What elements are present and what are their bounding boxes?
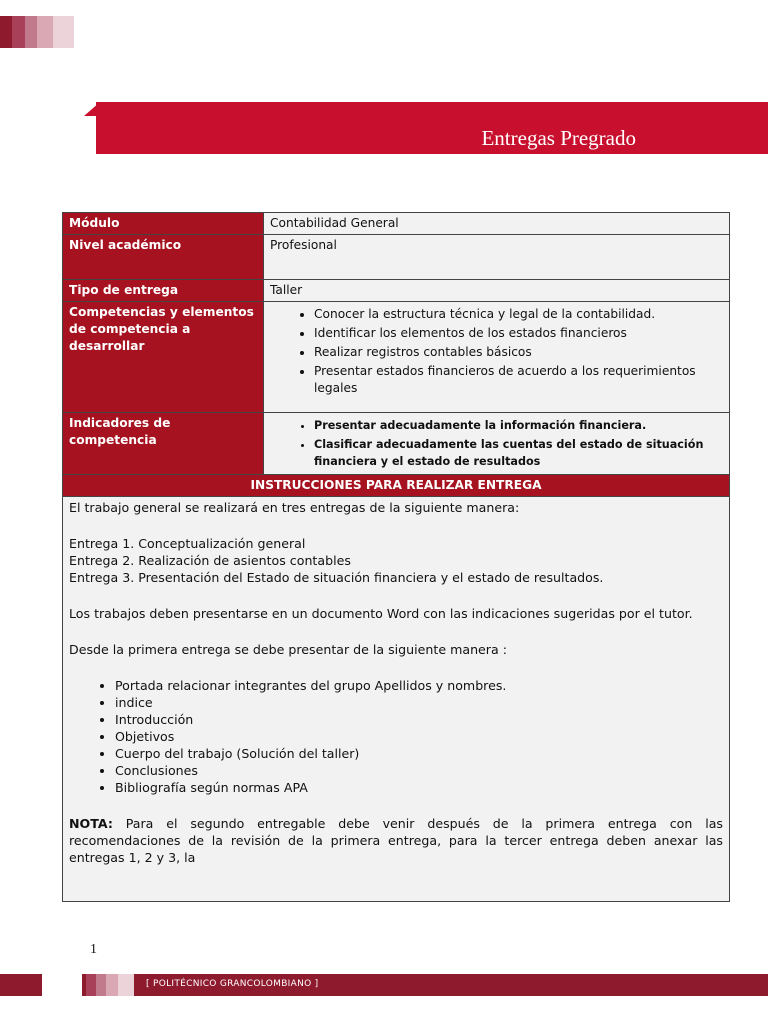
list-item: • Identificar los elementos de los estados financieros (314, 325, 723, 342)
instrucciones-header: INSTRUCCIONES PARA REALIZAR ENTREGA (63, 475, 730, 497)
decor-square-5 (53, 16, 74, 48)
list-item: • Realizar registros contables básicos (314, 344, 723, 361)
nota-text: Para el segundo entregable debe venir después de la primera entrega con las recomendaciones de la revisión de la primera entrega, para la tercer entrega deben anexar las entregas 1, 2 y 3, la (69, 816, 723, 865)
list-item: • Presentar estados financieros de acuerdo a los requerimientos legales (314, 363, 723, 397)
list-item: • Introducción (115, 711, 723, 728)
tipo-label: Tipo de entrega (63, 280, 264, 302)
list-item: • Conclusiones (115, 762, 723, 779)
list-item: • Cuerpo del trabajo (Solución del taller) (115, 745, 723, 762)
decor-square-1 (0, 16, 12, 48)
tipo-value: Taller (264, 280, 730, 302)
decor-square-3 (25, 16, 37, 48)
row-tipo (63, 280, 730, 302)
decor-square-2 (12, 16, 25, 48)
row-instrucciones-body (63, 497, 730, 902)
list-item: • Objetivos (115, 728, 723, 745)
indicadores-value (264, 413, 730, 475)
footer-institution: [ POLITÉCNICO GRANCOLOMBIANO ] (146, 979, 319, 989)
list-item: • indice (115, 694, 723, 711)
footer-square-3 (106, 974, 118, 996)
competencias-label: Competencias y elementos de competencia a desarrollar (63, 302, 264, 413)
nivel-value: Profesional (264, 235, 730, 280)
competencias-list (270, 306, 723, 397)
row-instrucciones-header (63, 475, 730, 497)
list-item: • Conocer la estructura técnica y legal de la contabilidad. (314, 306, 723, 323)
list-item: • Bibliografía según normas APA (115, 779, 723, 796)
entrega-2: Entrega 2. Realización de asientos contables (69, 553, 351, 568)
nivel-label: Nivel académico (63, 235, 264, 280)
row-nivel (63, 235, 730, 280)
indicadores-label: Indicadores de competencia (63, 413, 264, 475)
row-competencias (63, 302, 730, 413)
row-modulo (63, 213, 730, 235)
footer-square-2 (96, 974, 106, 996)
modulo-value: Contabilidad General (264, 213, 730, 235)
info-table (62, 212, 730, 902)
footer-square-4 (118, 974, 134, 996)
word-instructions: Los trabajos deben presentarse en un documento Word con las indicaciones sugeridas por el tutor. (69, 606, 693, 621)
deliverable-list (69, 677, 723, 796)
row-indicadores (63, 413, 730, 475)
footer-left-block (0, 974, 42, 996)
page-title: Entregas Pregrado (481, 126, 636, 150)
instrucciones-body (63, 497, 730, 902)
list-item: • Clasificar adecuadamente las cuentas del estado de situación financiera y el estado de resultados (314, 436, 723, 470)
entrega-1: Entrega 1. Conceptualización general (69, 536, 306, 551)
list-item: • Presentar adecuadamente la información financiera. (314, 417, 723, 434)
decor-square-4 (37, 16, 53, 48)
page-number: 1 (90, 942, 97, 957)
indicadores-list (270, 417, 723, 470)
list-item: • Portada relacionar integrantes del grupo Apellidos y nombres. (115, 677, 723, 694)
header-banner (96, 102, 768, 154)
nota-label: NOTA: (69, 816, 113, 831)
instructions-intro: El trabajo general se realizará en tres entregas de la siguiente manera: (69, 500, 520, 515)
desde-instructions: Desde la primera entrega se debe presentar de la siguiente manera : (69, 642, 507, 657)
modulo-label: Módulo (63, 213, 264, 235)
entrega-3: Entrega 3. Presentación del Estado de situación financiera y el estado de resultados. (69, 570, 604, 585)
nota-paragraph (69, 815, 723, 866)
competencias-value (264, 302, 730, 413)
footer-square-1 (86, 974, 96, 996)
